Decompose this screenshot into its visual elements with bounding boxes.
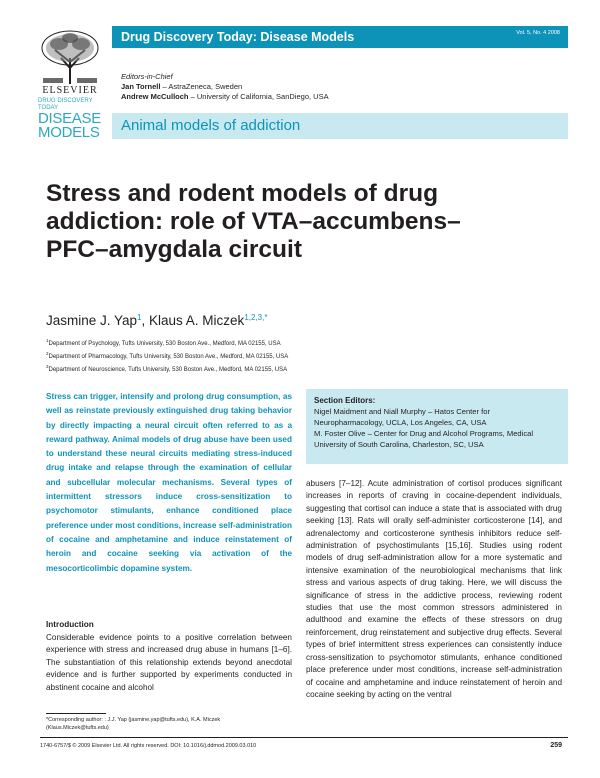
section-editor-2: M. Foster Olive – Center for Drug and Alcohol Programs, Medical University of South Carolina, Charleston, SC, USA <box>314 429 534 449</box>
elsevier-tree-logo <box>37 28 103 86</box>
authors <box>46 313 267 328</box>
author-1: Jasmine J. Yap <box>46 313 138 328</box>
body-text-right: abusers [7–12]. Acute administration of cortisol produces significant increases in reports of craving in cocaine-dependent individuals, suggesting that cortisol can induce a state that is associated with drug seeking [13]. Rats will orally self-administer corticosterone [14], and adrenalectomy and corticosterone synthesis inhibitors reduce self-administration of psychostimulants [15,16]. Studies using rodent models of drug self-administration allow for a more systematic and intensive examination of the neurobiological mechanisms that link stress and various aspects of drug taking. Here, we will discuss the significance of stress in the addictive process, reviewing rodent studies that use the most common stressors administered in adulthood and examine the effects of these stressors on drug reinforcement, drug reinstatement and subjective drug effects. Several types of brief intermittent stress experiences can consistently induce cross-sensitization to psychomotor stimulants, enhance conditioned place preference under most conditions, increase self-administration of cocaine and amphetamine and induce reinstatement of heroin and cocaine seeking by acting on the ventral <box>306 479 562 699</box>
footer-copyright-doi: 1740-6757/$ © 2009 Elsevier Ltd. All rights reserved. DOI: 10.1016/j.ddmod.2009.03.010 <box>40 743 257 749</box>
journal-logo-line2: MODELS <box>38 124 100 141</box>
journal-title: Drug Discovery Today: Disease Models <box>121 30 355 44</box>
section-editor-1: Nigel Maidment and Niall Murphy – Hatos Center for Neuropharmacology, UCLA, Los Angeles, CA, USA <box>314 407 490 427</box>
affiliation-3: $^3$Department of Neuroscience, Tufts University, 530 Boston Ave., Medford, MA 02155, USA <box>46 364 288 373</box>
author-2: Klaus A. Miczek <box>149 313 245 328</box>
affiliation-1: $^1$Department of Psychology, Tufts University, 530 Boston Ave., Medford, MA 02155, USA <box>46 338 281 347</box>
page-number: 259 <box>550 742 562 749</box>
editor2-name: Andrew McCulloch <box>121 92 189 101</box>
author-1-affil-ref[interactable]: 1 <box>137 313 142 322</box>
journal-logo-line1: DISEASE <box>38 110 101 127</box>
footnote-line-2: (Klaus.Miczek@tufts.edu) <box>46 724 109 731</box>
volume-info: Vol. 5, No. 4 2008 <box>516 30 560 36</box>
publisher-name: ELSEVIER <box>42 85 98 96</box>
affiliations <box>46 336 288 375</box>
journal-logo-small: DRUG DISCOVERY TODAY <box>38 98 93 111</box>
author-2-affil-ref[interactable]: 1,2,3,* <box>244 313 268 322</box>
editor2-affiliation: – University of California, SanDiego, USA <box>188 92 329 101</box>
affiliation-2: $^2$Department of Pharmacology, Tufts University, 530 Boston Ave., Medford, MA 02155, USA <box>46 351 289 360</box>
footnote-line-1: *Corresponding author: : J.J. Yap (jasmine.yap@tufts.edu), K.A. Miczek <box>46 717 221 723</box>
editors-in-chief <box>121 72 329 102</box>
footer-divider <box>40 737 568 738</box>
section-editors-box <box>306 389 568 464</box>
journal-logo <box>38 98 108 140</box>
section-title: Animal models of addiction <box>121 117 301 134</box>
section-editors-label: Section Editors: <box>314 396 376 405</box>
abstract: Stress can trigger, intensify and prolong drug consumption, as well as reinstate previously extinguished drug taking behavior by directly impacting a neural circuit often referred to as a reward pathway. Animal models of drug abuse have been used to understand these neural circuits mediating stress-induced drug intake and relapse through the examination of cellular and subcellular molecular mechanisms. Several types of intermittent stressors induce cross-sensitization to psychomotor stimulants, enhance conditioned place preference under most conditions, increase self-administration of cocaine and amphetamine and induce reinstatement of heroin and cocaine seeking via activation of the mesocorticolimbic dopamine system. <box>46 392 292 573</box>
corresponding-author-footnote <box>46 717 296 732</box>
editor1-affiliation: – AstraZeneca, Sweden <box>160 82 243 91</box>
author-separator: , <box>141 313 150 328</box>
article-title: Stress and rodent models of drug addiction: role of VTA–accumbens–PFC–amygdala circuit <box>46 180 461 263</box>
body-text-left: Considerable evidence points to a positive correlation between experience with stress and increased drug abuse in humans [1–6]. The substantiation of this relationship extends beyond anecdotal evidence and is further supported by experiments conducted in abstinent cocaine and alcohol <box>46 633 292 692</box>
introduction-heading: Introduction <box>46 620 94 629</box>
editor1-name: Jan Tornell <box>121 82 161 91</box>
editors-label: Editors-in-Chief <box>121 72 173 81</box>
footnote-divider <box>46 713 106 714</box>
